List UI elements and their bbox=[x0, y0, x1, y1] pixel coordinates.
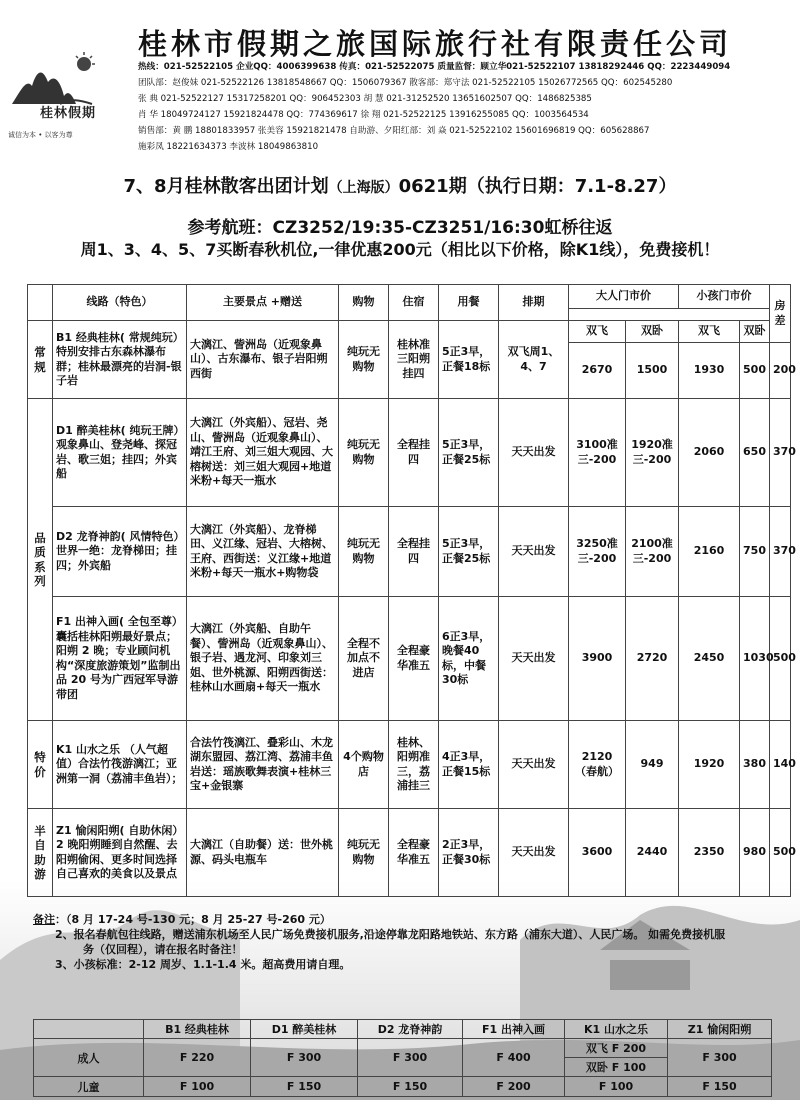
sub-child-d2: F 150 bbox=[358, 1077, 463, 1097]
meals-k1: 4正3早，正餐15标 bbox=[439, 721, 499, 809]
route-d1: D1 醉美桂林( 纯玩王牌）观象鼻山、登尧峰、探冠岩、歌三姐；挂四；外宾船 bbox=[53, 399, 187, 507]
sights-d1: 大漓江（外宾船）、冠岩、尧山、訾洲岛（近观象鼻山）、靖江王府、刘三姐大观园、大榕树送：刘三姐大观园+地道米粉+每天一瓶水 bbox=[187, 399, 339, 507]
team-line-4: 销售部：黄 鹏 18801833957 张美容 15921821478 自助游、夕阳红部：刘 焱 021-52522102 15601696819 QQ：605628867 bbox=[138, 126, 650, 136]
price-d1-child-air: 2060 bbox=[679, 399, 740, 507]
notes-line-1: ：（8 月 17-24 号-130 元；8 月 25-27 号-260 元） bbox=[55, 913, 331, 926]
price-d2-child-train: 750 bbox=[740, 507, 770, 597]
price-d1-child-train: 650 bbox=[740, 399, 770, 507]
sub-adult-f1: F 400 bbox=[463, 1039, 565, 1077]
subheader-child-air: 双飞 bbox=[679, 321, 740, 343]
price-z1-child-air: 2350 bbox=[679, 809, 740, 897]
route-d2: D2 龙脊神韵( 风情特色）世界一绝：龙脊梯田；挂四；外宾船 bbox=[53, 507, 187, 597]
page-title bbox=[0, 172, 800, 198]
header-shopping: 购物 bbox=[339, 285, 389, 321]
notes-label: 备注 bbox=[33, 913, 55, 926]
price-f1-adult-air: 3900 bbox=[569, 597, 626, 721]
header-route: 线路（特色） bbox=[53, 285, 187, 321]
route-b1: B1 经典桂林( 常规纯玩）特别安排古东森林瀑布群；桂林最漂亮的岩洞-银子岩 bbox=[53, 321, 187, 399]
notes-line-2b: 务（仅回程），请在报名时备注！ bbox=[83, 943, 243, 956]
sub-child-z1: F 150 bbox=[668, 1077, 772, 1097]
sights-k1: 合法竹筏漓江、叠彩山、木龙湖东盟园、荔江湾、荔浦丰鱼岩送：瑶族歌舞表演+桂林三宝+金银寨 bbox=[187, 721, 339, 809]
sub-header-z1: Z1 愉闲阳朔 bbox=[668, 1020, 772, 1039]
shopping-b1: 纯玩无购物 bbox=[339, 321, 389, 399]
sub-header-d1: D1 醉美桂林 bbox=[251, 1020, 358, 1039]
sights-z1: 大漓江（自助餐）送：世外桃源、码头电瓶车 bbox=[187, 809, 339, 897]
sub-adult-z1: F 300 bbox=[668, 1039, 772, 1077]
subheader-adult-air: 双飞 bbox=[569, 321, 626, 343]
header-adult-price: 大人门市价 bbox=[569, 285, 679, 309]
price-z1-adult-air: 3600 bbox=[569, 809, 626, 897]
route-f1: F1 出神入画( 全包至尊）囊括桂林阳朔最好景点；阳朔 2 晚；专业顾问机构“深度旅游策划”监制出品 20 号为广西冠军导游带团 bbox=[53, 597, 187, 721]
sub-header-blank bbox=[34, 1020, 144, 1039]
room-d1: 370 bbox=[770, 399, 791, 507]
team-line-3: 肖 华 18049724127 15921824478 QQ：774369617 徐 翔 021-52522125 13916255085 QQ：1003564534 bbox=[138, 110, 589, 120]
meals-f1: 6正3早，晚餐40标，中餐30标 bbox=[439, 597, 499, 721]
sub-header-d2: D2 龙脊神韵 bbox=[358, 1020, 463, 1039]
sub-header-k1: K1 山水之乐 bbox=[565, 1020, 668, 1039]
sub-child-k1: F 100 bbox=[565, 1077, 668, 1097]
sub-adult-k1-air: 双飞 F 200 bbox=[565, 1039, 668, 1058]
shopping-d2: 纯玩无购物 bbox=[339, 507, 389, 597]
sub-adult-label: 成人 bbox=[34, 1039, 144, 1077]
contact-hotline: 热线：021-52522105 企业QQ：4006399638 传真：021-52522075 质量监督：顾立华021-52522107 13818292446 QQ：2223449094 bbox=[138, 62, 731, 72]
header-hotel: 住宿 bbox=[389, 285, 439, 321]
sub-header-b1: B1 经典桂林 bbox=[144, 1020, 251, 1039]
schedule-k1: 天天出发 bbox=[499, 721, 569, 809]
notes-line-3: 3、小孩标准：2-12 周岁、1.1-1.4 米。超高费用请自理。 bbox=[55, 958, 351, 971]
price-z1-child-train: 980 bbox=[740, 809, 770, 897]
tour-schedule-table bbox=[27, 284, 796, 897]
promo-line: 周1、3、4、5、7买断春秋机位,一律优惠200元（相比以下价格，除K1线），免费接机！ bbox=[80, 240, 720, 259]
sights-f1: 大漓江（外宾船、自助午餐）、訾洲岛（近观象鼻山）、银子岩、遇龙河、印象刘三姐、世外桃源、阳朔西街送：桂林山水画扇+每天一瓶水 bbox=[187, 597, 339, 721]
logo-text: 桂林假期 bbox=[40, 106, 97, 121]
notes-section bbox=[33, 912, 773, 972]
schedule-d1: 天天出发 bbox=[499, 399, 569, 507]
sub-header-f1: F1 出神入画 bbox=[463, 1020, 565, 1039]
price-k1-adult-train: 949 bbox=[626, 721, 679, 809]
schedule-b1-air: 双飞周1、4、7 bbox=[499, 321, 569, 399]
hotel-z1: 全程豪华准五 bbox=[389, 809, 439, 897]
shopping-d1: 纯玩无购物 bbox=[339, 399, 389, 507]
hotel-k1: 桂林、阳朔准三，荔浦挂三 bbox=[389, 721, 439, 809]
meals-d1: 5正3早，正餐25标 bbox=[439, 399, 499, 507]
price-d1-adult-train: 1920准三-200 bbox=[626, 399, 679, 507]
price-k1-child-train: 380 bbox=[740, 721, 770, 809]
title-main: 7、8月桂林散客出团计划 bbox=[123, 176, 329, 197]
price-d2-adult-train: 2100准三-200 bbox=[626, 507, 679, 597]
sub-child-b1: F 100 bbox=[144, 1077, 251, 1097]
sub-adult-d1: F 300 bbox=[251, 1039, 358, 1077]
price-d2-child-air: 2160 bbox=[679, 507, 740, 597]
hotel-d1: 全程挂四 bbox=[389, 399, 439, 507]
shopping-z1: 纯玩无购物 bbox=[339, 809, 389, 897]
meals-d2: 5正3早，正餐25标 bbox=[439, 507, 499, 597]
room-k1: 140 bbox=[770, 721, 791, 809]
room-b1: 200 bbox=[770, 343, 791, 399]
header-child-price: 小孩门市价 bbox=[679, 285, 770, 309]
schedule-z1: 天天出发 bbox=[499, 809, 569, 897]
category-regular: 常规 bbox=[28, 321, 53, 399]
shopping-f1: 全程不加点不进店 bbox=[339, 597, 389, 721]
sub-adult-b1: F 220 bbox=[144, 1039, 251, 1077]
price-b1-adult-train: 1500 bbox=[626, 343, 679, 399]
schedule-f1: 天天出发 bbox=[499, 597, 569, 721]
price-f1-child-train: 1030 bbox=[740, 597, 770, 721]
hotel-b1: 桂林准三阳朔挂四 bbox=[389, 321, 439, 399]
category-semi-self: 半自助游 bbox=[28, 809, 53, 897]
sub-child-label: 儿童 bbox=[34, 1077, 144, 1097]
meals-b1: 5正3早，正餐18标 bbox=[439, 321, 499, 399]
category-quality: 品质系列 bbox=[28, 399, 53, 721]
hotel-f1: 全程豪华准五 bbox=[389, 597, 439, 721]
price-b1-child-air: 1930 bbox=[679, 343, 740, 399]
reference-flight: 参考航班：CZ3252/19:35-CZ3251/16:30虹桥往返 bbox=[187, 218, 613, 238]
logo-slogan: 诚信为本 • 以客为尊 bbox=[8, 131, 73, 139]
sub-adult-k1-train: 双卧 F 100 bbox=[565, 1058, 668, 1077]
header-room-diff: 房差 bbox=[770, 285, 791, 343]
notes-line-2a: 2、报名春航包往线路，赠送浦东机场至人民广场免费接机服务,沿途停靠龙阳路地铁站、东方路（浦东大道）、人民广场。 如需免费接机服 bbox=[55, 928, 726, 941]
room-f1: 500 bbox=[770, 597, 791, 721]
sights-d2: 大漓江（外宾船）、龙脊梯田、义江缘、冠岩、大榕树、王府、西街送：义江缘+地道米粉+每天一瓶水+购物袋 bbox=[187, 507, 339, 597]
meals-z1: 2正3早，正餐30标 bbox=[439, 809, 499, 897]
price-f1-child-air: 2450 bbox=[679, 597, 740, 721]
company-logo bbox=[6, 52, 118, 148]
hotel-d2: 全程挂四 bbox=[389, 507, 439, 597]
team-line-1: 团队部：赵俊妹 021-52522126 13818548667 QQ：1506079367 散客部：郑守法 021-52522105 15026772565 QQ：602545280 bbox=[138, 78, 673, 88]
header-meals: 用餐 bbox=[439, 285, 499, 321]
room-d2: 370 bbox=[770, 507, 791, 597]
header-schedule: 排期 bbox=[499, 285, 569, 321]
schedule-d2: 天天出发 bbox=[499, 507, 569, 597]
sub-adult-d2: F 300 bbox=[358, 1039, 463, 1077]
header-sights: 主要景点 +赠送 bbox=[187, 285, 339, 321]
supplement-price-table bbox=[33, 1019, 772, 1097]
category-special: 特价 bbox=[28, 721, 53, 809]
route-z1: Z1 愉闲阳朔( 自助休闲）2 晚阳朔睡到自然醒、去阳朔偷闲、更多时间选择自己喜欢的美食以及景点 bbox=[53, 809, 187, 897]
price-z1-adult-train: 2440 bbox=[626, 809, 679, 897]
route-k1: K1 山水之乐 （人气超值）合法竹筏游漓江；亚洲第一洞（荔浦丰鱼岩）； bbox=[53, 721, 187, 809]
sub-child-f1: F 200 bbox=[463, 1077, 565, 1097]
price-d1-adult-air: 3100准三-200 bbox=[569, 399, 626, 507]
price-d2-adult-air: 3250准三-200 bbox=[569, 507, 626, 597]
team-line-2: 张 典 021-52522127 15317258201 QQ：906452303 胡 慧 021-31252520 13651602507 QQ：1486825385 bbox=[138, 94, 592, 104]
sub-child-d1: F 150 bbox=[251, 1077, 358, 1097]
title-edition: （上海版） bbox=[328, 180, 399, 196]
sights-b1: 大漓江、訾洲岛（近观象鼻山）、古东瀑布、银子岩阳朔西街 bbox=[187, 321, 339, 399]
subheader-adult-train: 双卧 bbox=[626, 321, 679, 343]
room-z1: 500 bbox=[770, 809, 791, 897]
price-f1-adult-train: 2720 bbox=[626, 597, 679, 721]
shopping-k1: 4个购物店 bbox=[339, 721, 389, 809]
price-k1-adult-air: 2120（春航） bbox=[569, 721, 626, 809]
title-issue: 0621期（执行日期：7.1-8.27） bbox=[398, 176, 677, 197]
subheader-child-train: 双卧 bbox=[740, 321, 770, 343]
price-b1-adult-air: 2670 bbox=[569, 343, 626, 399]
company-name: 桂林市假期之旅国际旅行社有限责任公司 bbox=[138, 27, 733, 61]
header-category bbox=[28, 285, 53, 321]
price-k1-child-air: 1920 bbox=[679, 721, 740, 809]
team-line-5: 施彩凤 18221634373 李波林 18049863810 bbox=[138, 142, 319, 152]
price-b1-child-train: 500 bbox=[740, 343, 770, 399]
